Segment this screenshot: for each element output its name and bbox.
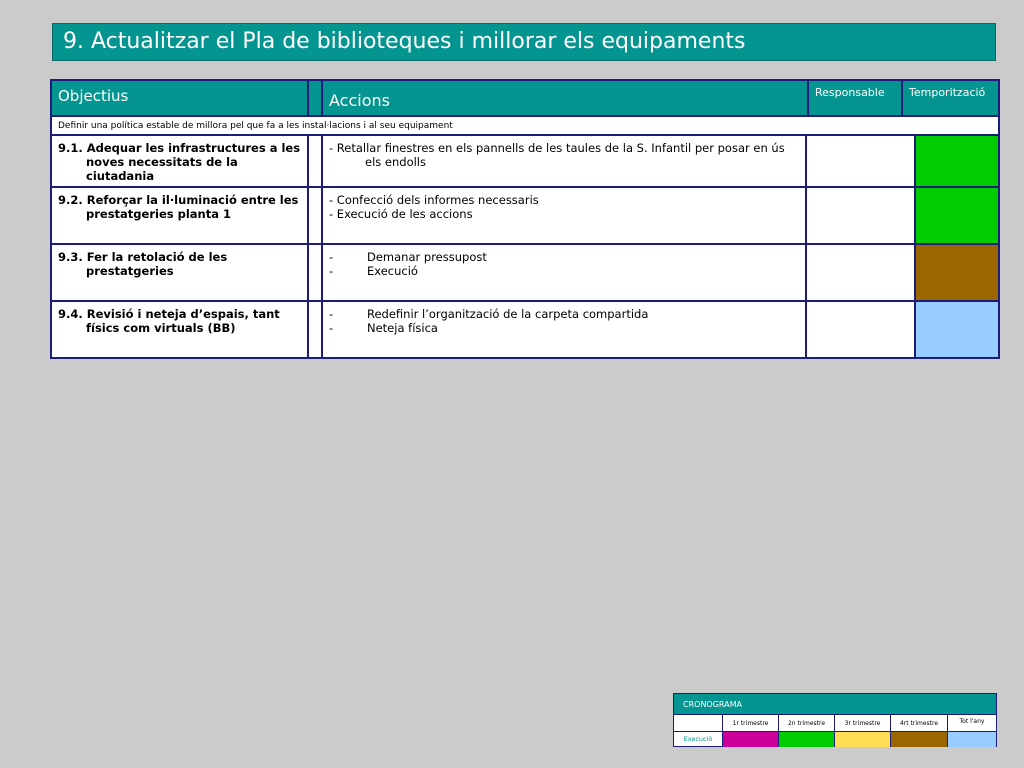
header-accions: Accions xyxy=(323,81,807,115)
timing-swatch-9-2 xyxy=(916,188,998,243)
plan-table xyxy=(50,79,1000,359)
objective-9-1: 9.1. Adequar les infrastructures a les noves necessitats de la ciutadania xyxy=(58,141,301,183)
page-title: 9. Actualitzar el Pla de biblioteques i millorar els equipaments xyxy=(52,23,996,61)
header-objectius: Objectius xyxy=(52,81,307,115)
goal-text: Definir una política estable de millora pel que fa a les instal·lacions i al seu equipament xyxy=(58,121,453,131)
cronograma-row-label: Execució xyxy=(683,735,713,743)
timing-swatch-9-3 xyxy=(916,245,998,300)
header-temporitzacio: Temporització xyxy=(903,81,998,115)
cronograma-label-q4: 4rt trimestre xyxy=(899,720,939,727)
cronograma-swatch-q4 xyxy=(891,732,947,747)
header-spacer xyxy=(309,81,321,115)
cronograma-label-q1: 1r trimestre xyxy=(732,720,769,727)
timing-swatch-9-1 xyxy=(916,136,998,186)
cronograma-swatch-q1 xyxy=(723,732,778,747)
objective-9-3: 9.3. Fer la retolació de les prestatgeries xyxy=(58,250,228,278)
cronograma-label-q3: 3r trimestre xyxy=(844,720,881,727)
cronograma-title: CRONOGRAMA xyxy=(674,694,996,714)
header-responsable: Responsable xyxy=(809,81,901,115)
actions-9-3: - Demanar pressupost - Execució xyxy=(329,250,487,278)
actions-9-2: - Confecció dels informes necessaris - Execució de les accions xyxy=(329,193,539,221)
objective-9-2: 9.2. Reforçar la il·luminació entre les prestatgeries planta 1 xyxy=(58,193,299,221)
cronograma-legend xyxy=(673,693,997,747)
cronograma-label-year: Tot l'any xyxy=(959,718,985,725)
cronograma-swatch-year xyxy=(948,732,996,747)
cronograma-label-q2: 2n trimestre xyxy=(787,720,826,727)
timing-swatch-9-4 xyxy=(916,302,998,357)
actions-9-1: - Retallar finestres en els pannells de les taules de la S. Infantil per posar en ús els endolls xyxy=(329,141,785,169)
cronograma-swatch-q2 xyxy=(779,732,834,747)
cronograma-swatch-q3 xyxy=(835,732,890,747)
objective-9-4: 9.4. Revisió i neteja d’espais, tant físics com virtuals (BB) xyxy=(58,307,280,335)
actions-9-4: - Redefinir l’organització de la carpeta compartida - Neteja física xyxy=(329,307,649,335)
